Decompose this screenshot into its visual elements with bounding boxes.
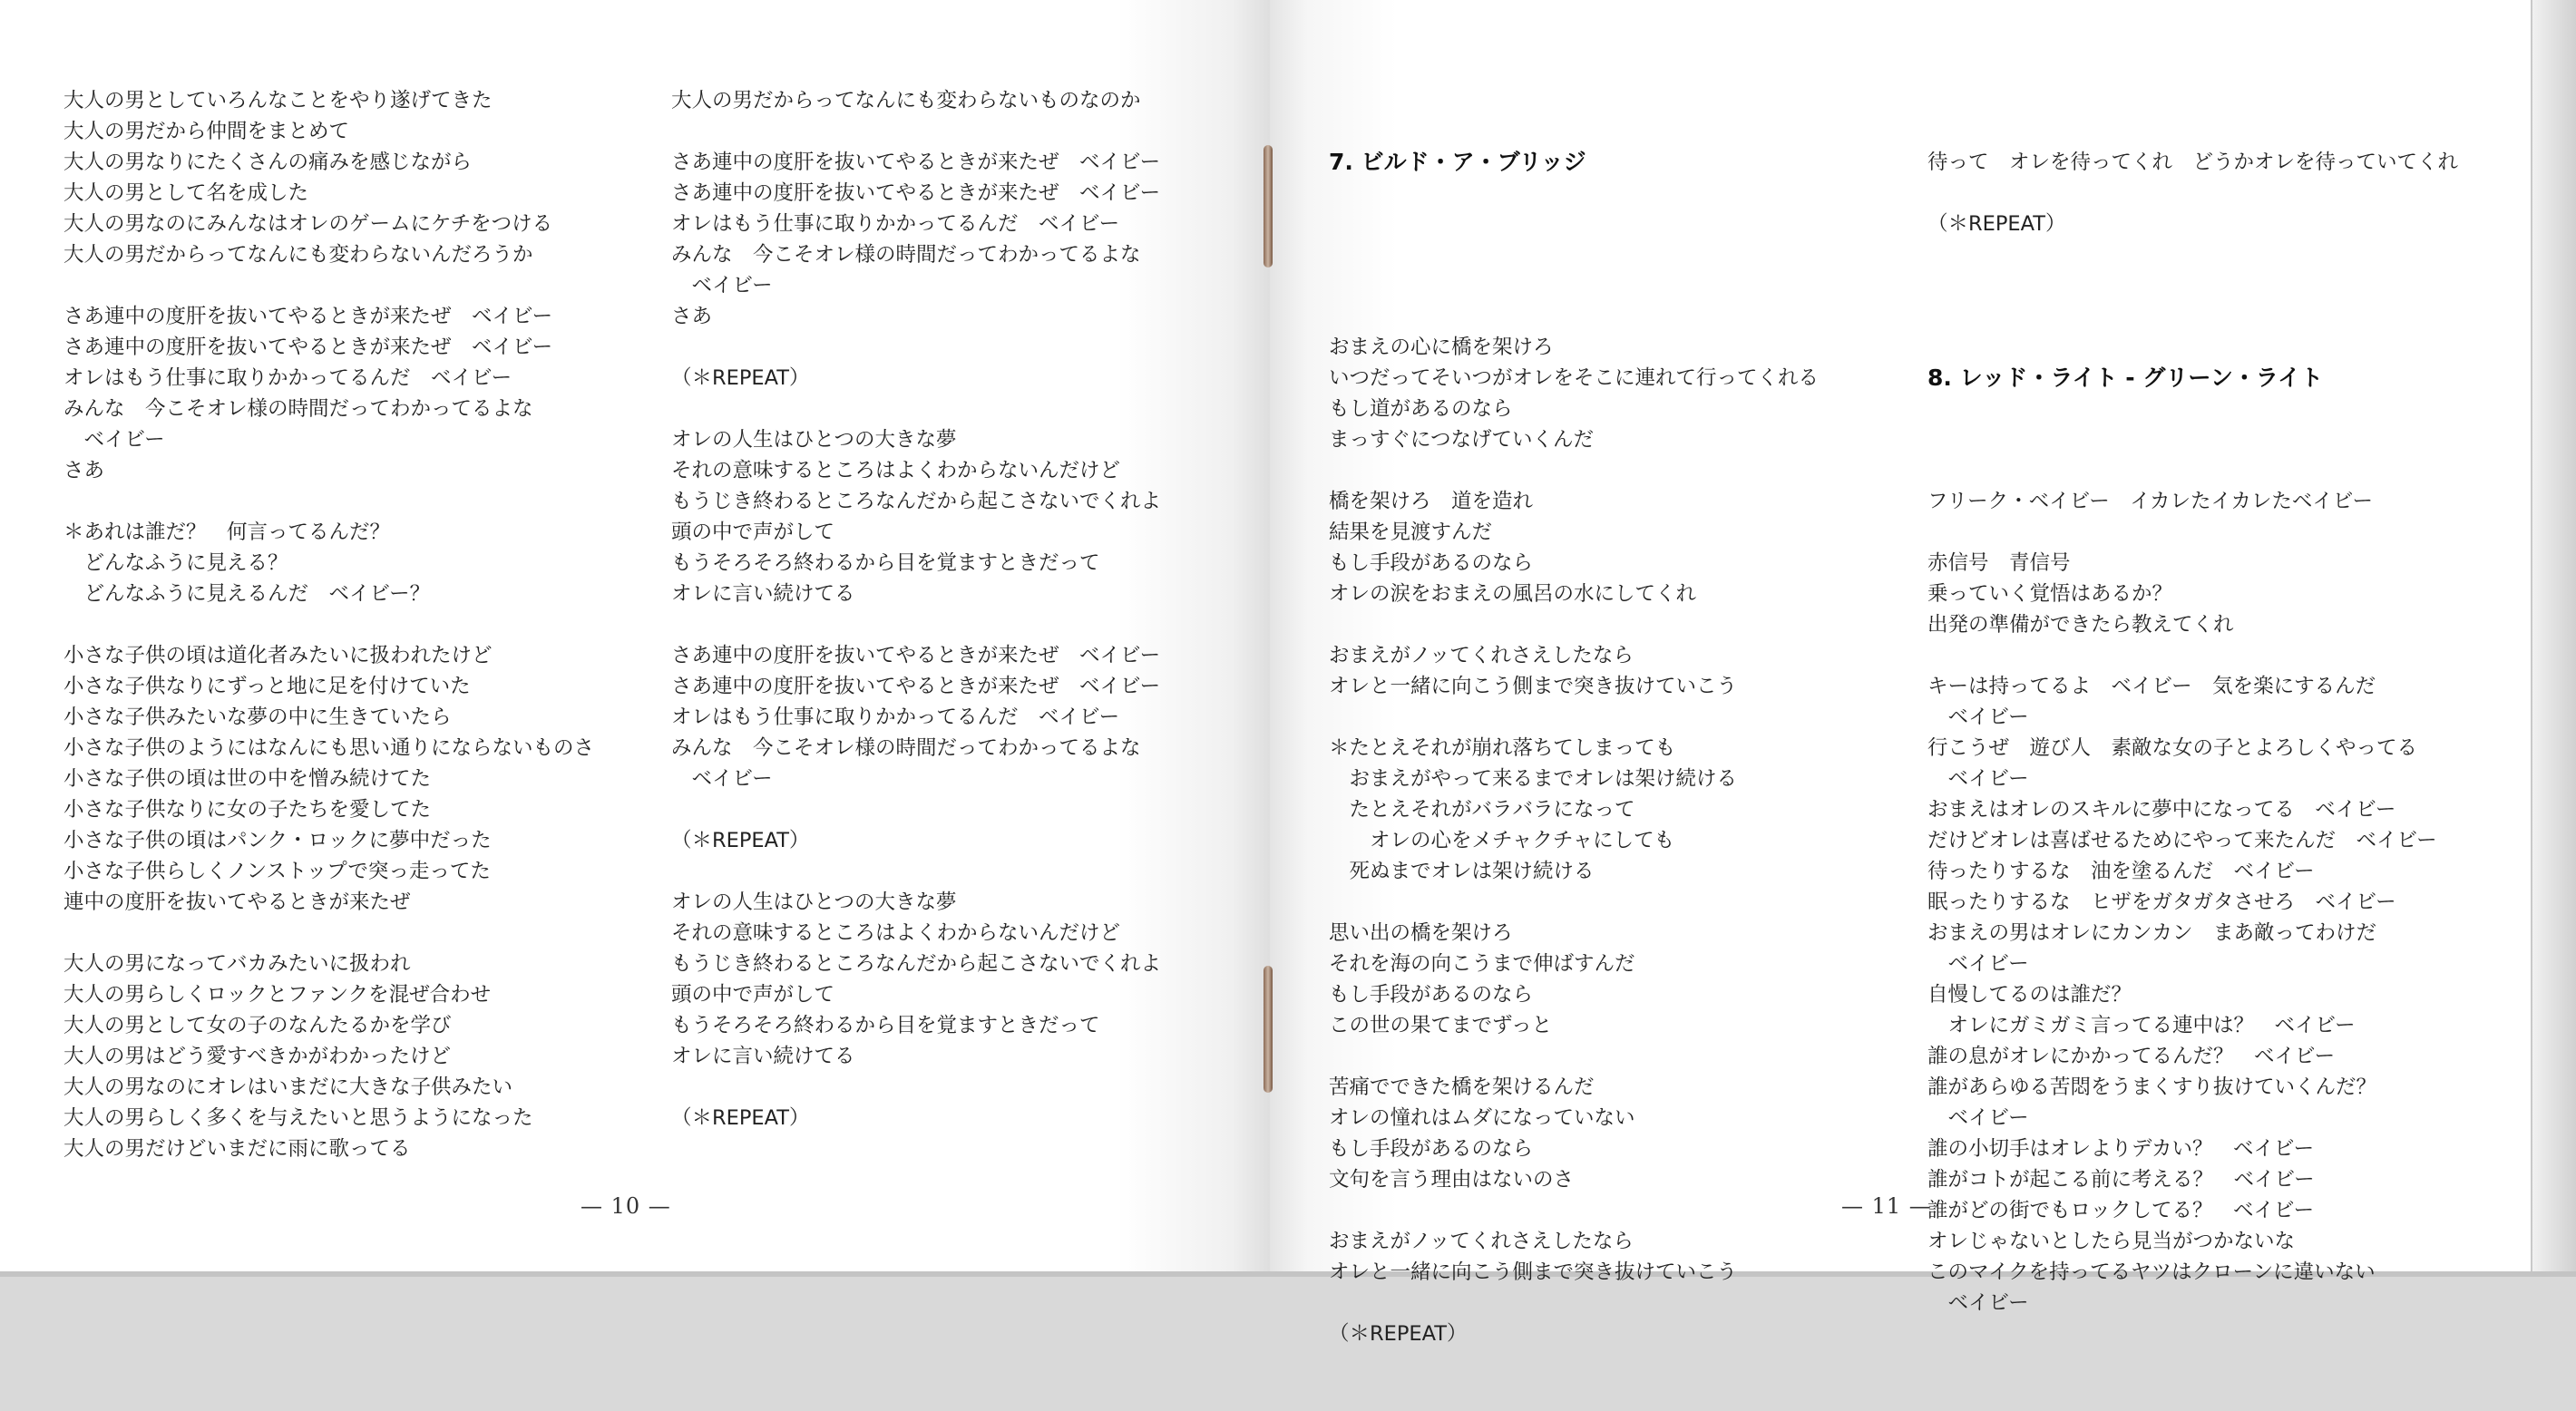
booklet-right-edge	[2531, 0, 2576, 1277]
lyric-line: おまえの男はオレにカンカン まあ敵ってわけだ	[1927, 921, 2377, 945]
lyric-line	[1927, 178, 2458, 209]
lyric-line: オレの人生はひとつの大きな夢	[671, 890, 957, 914]
lyric-line: ベイビー	[63, 428, 165, 452]
lyric-line	[1329, 609, 1819, 640]
lyric-line: 小さな子供らしくノンストップで突っ走ってた	[63, 860, 491, 883]
lyric-line: 大人の男だけどいまだに雨に歌ってる	[63, 1137, 411, 1161]
lyric-line: もうじき終わるところなんだから起こさないでくれよ	[671, 490, 1162, 513]
lyric-line: ＊あれは誰だ？ 何言ってるんだ？	[63, 521, 391, 544]
lyric-line: ベイビー	[671, 274, 773, 297]
lyric-line: さあ	[671, 305, 713, 328]
song-7-lyrics	[1329, 332, 1819, 1349]
lyric-line: さあ連中の度肝を抜いてやるときが来たぜ ベイビー	[63, 336, 553, 359]
lyric-line: キーは持ってるよ ベイビー 気を楽にするんだ	[1927, 675, 2376, 698]
lyric-line: （＊REPEAT）	[671, 1106, 810, 1130]
lyric-line: 誰がコトが起こる前に考える？ ベイビー	[1927, 1168, 2315, 1192]
lyric-line: このマイクを持ってるヤツはクローンに違いない	[1927, 1260, 2376, 1284]
lyric-line: 頭の中で声がして	[671, 521, 835, 544]
lyric-line: 結果を見渡すんだ	[1329, 521, 1493, 544]
staple-bottom	[1264, 966, 1273, 1093]
lyric-line: オレの憧れはムダになっていない	[1329, 1106, 1635, 1130]
lyric-line: 待ったりするな 油を塗るんだ ベイビー	[1927, 860, 2315, 883]
lyric-line: （＊REPEAT）	[1927, 212, 2066, 236]
lyric-line	[1329, 1288, 1819, 1319]
lyric-line: ＊たとえそれが崩れ落ちてしまっても	[1329, 736, 1676, 760]
lyric-line: 苦痛でできた橋を架けるんだ	[1329, 1075, 1595, 1099]
lyric-line	[1927, 455, 2458, 486]
lyric-line: さあ連中の度肝を抜いてやるときが来たぜ ベイビー	[63, 305, 553, 328]
lyric-line: 大人の男だからってなんにも変わらないものなのか	[671, 89, 1141, 112]
lyric-line: もし手段があるのなら	[1329, 983, 1534, 1007]
song-7-lyrics-continued	[1927, 147, 2458, 301]
lyric-line: オレはもう仕事に取りかかってるんだ ベイビー	[671, 212, 1120, 236]
lyric-line: （＊REPEAT）	[671, 366, 810, 390]
lyric-line: どんなふうに見えるんだ ベイビー？	[63, 582, 431, 606]
song-title-7: 7. ビルド・ア・ブリッジ	[1329, 149, 1586, 175]
lyric-line	[63, 270, 594, 301]
lyric-line: 死ぬまでオレは架け続ける	[1329, 860, 1595, 883]
lyric-line: （＊REPEAT）	[1329, 1322, 1468, 1346]
lyric-line: おまえがやって来るまでオレは架け続ける	[1329, 767, 1738, 791]
lyric-line: ベイビー	[1927, 1106, 2029, 1130]
lyric-line: 大人の男らしくロックとファンクを混ぜ合わせ	[63, 983, 492, 1007]
lyric-line: 小さな子供なりに女の子たちを愛してた	[63, 798, 432, 822]
lyric-line: 小さな子供のようにはなんにも思い通りにならないものさ	[63, 736, 595, 760]
lyric-line: さあ	[63, 459, 105, 482]
lyric-line: 大人の男なのにみんなはオレのゲームにケチをつける	[63, 212, 553, 236]
lyric-line: それの意味するところはよくわからないんだけど	[671, 459, 1121, 482]
lyric-line	[671, 609, 1161, 640]
lyric-line: いつだってそいつがオレをそこに連れて行ってくれる	[1329, 366, 1820, 390]
lyric-line: 橋を架けろ 道を造れ	[1329, 490, 1534, 513]
lyric-line: 大人の男なりにたくさんの痛みを感じながら	[63, 151, 473, 174]
lyric-line: 赤信号 青信号	[1927, 551, 2071, 575]
lyric-line: 乗っていく覚悟はあるか？	[1927, 582, 2173, 606]
lyric-line: どんなふうに見える？	[63, 551, 288, 575]
lyric-line	[1927, 640, 2458, 671]
lyric-line	[1329, 1195, 1819, 1226]
lyric-line: おまえがノッてくれさえしたなら	[1329, 644, 1634, 667]
lyrics-column-2	[671, 85, 1161, 1134]
lyric-line: 大人の男なのにオレはいまだに大きな子供みたい	[63, 1075, 513, 1099]
lyric-line: たとえそれがバラバラになって	[1329, 798, 1635, 822]
lyric-line: さあ連中の度肝を抜いてやるときが来たぜ ベイビー	[671, 675, 1161, 698]
lyric-line: 出発の準備ができたら教えてくれ	[1927, 613, 2234, 637]
lyric-line	[671, 1072, 1161, 1103]
lyric-line: 自慢してるのは誰だ？	[1927, 983, 2132, 1007]
lyric-line: 眠ったりするな ヒザをガタガタさせろ ベイビー	[1927, 890, 2396, 914]
lyric-line: オレと一緒に向こう側まで突き抜けていこう	[1329, 675, 1738, 698]
lyric-line: さあ連中の度肝を抜いてやるときが来たぜ ベイビー	[671, 644, 1161, 667]
lyric-line: 誰がどの街でもロックしてる？ ベイビー	[1927, 1199, 2315, 1222]
lyric-line: 連中の度肝を抜いてやるときが来たぜ	[63, 890, 411, 914]
lyric-line: オレはもう仕事に取りかかってるんだ ベイビー	[63, 366, 512, 390]
lyric-line: さあ連中の度肝を抜いてやるときが来たぜ ベイビー	[671, 151, 1161, 174]
lyric-line: オレにガミガミ言ってる連中は？ ベイビー	[1927, 1014, 2356, 1037]
lyric-line: だけどオレは喜ばせるためにやって来たんだ ベイビー	[1927, 829, 2437, 852]
lyric-line: もし手段があるのなら	[1329, 551, 1534, 575]
page-number-right: — 11 —	[1841, 1193, 1932, 1219]
lyric-line	[671, 856, 1161, 887]
lyric-line: 思い出の橋を架けろ	[1329, 921, 1513, 945]
lyric-line: みんな 今こそオレ様の時間だってわかってるよな	[671, 736, 1141, 760]
lyric-line: まっすぐにつなげていくんだ	[1329, 428, 1595, 452]
page-number-left: — 10 —	[581, 1193, 671, 1219]
lyric-line: フリーク・ベイビー イカレたイカレたベイビー	[1927, 490, 2373, 513]
lyric-line: 小さな子供の頃はパンク・ロックに夢中だった	[63, 829, 492, 852]
lyric-line: （＊REPEAT）	[671, 829, 810, 852]
lyric-line	[671, 794, 1161, 825]
lyric-line	[1927, 270, 2458, 301]
lyric-line: 大人の男だから仲間をまとめて	[63, 120, 350, 143]
lyric-line: この世の果てまでずっと	[1329, 1014, 1553, 1037]
lyrics-column-3	[1329, 85, 1819, 1411]
lyric-line: オレじゃないとしたら見当がつかないな	[1927, 1230, 2296, 1253]
lyric-line: もし道があるのなら	[1329, 397, 1513, 421]
lyric-line: みんな 今こそオレ様の時間だってわかってるよな	[63, 397, 533, 421]
lyric-line: みんな 今こそオレ様の時間だってわかってるよな	[671, 243, 1141, 267]
lyric-line	[63, 609, 594, 640]
staple-top	[1264, 145, 1273, 268]
lyric-line: ベイビー	[1927, 706, 2029, 729]
lyric-line: ベイビー	[671, 767, 773, 791]
lyrics-column-4	[1927, 85, 2458, 1380]
lyric-line: 誰の息がオレにかかってるんだ？ ベイビー	[1927, 1045, 2336, 1068]
lyric-line: おまえがノッてくれさえしたなら	[1329, 1230, 1634, 1253]
lyric-line: ベイビー	[1927, 767, 2029, 791]
lyric-line: 待って オレを待ってくれ どうかオレを待っていてくれ	[1927, 151, 2459, 174]
lyric-line: 小さな子供の頃は道化者みたいに扱われたけど	[63, 644, 493, 667]
lyrics-column-1	[63, 85, 594, 1164]
song-title-8: 8. レッド・ライト - グリーン・ライト	[1927, 365, 2324, 391]
lyric-line	[1329, 702, 1819, 733]
lyric-line: 行こうぜ 遊び人 素敵な女の子とよろしくやってる	[1927, 736, 2418, 760]
lyric-line: おまえはオレのスキルに夢中になってる ベイビー	[1927, 798, 2396, 822]
song-8-lyrics	[1927, 455, 2458, 1319]
lyric-line	[1927, 517, 2458, 548]
lyric-line: 大人の男になってバカみたいに扱われ	[63, 952, 411, 976]
lyric-line: おまえの心に橋を架けろ	[1329, 336, 1554, 359]
lyric-line: もうそろそろ終わるから目を覚ますときだって	[671, 551, 1100, 575]
lyric-line: オレの心をメチャクチャにしても	[1329, 829, 1675, 852]
lyric-line: もうそろそろ終わるから目を覚ますときだって	[671, 1014, 1100, 1037]
lyric-line	[1329, 887, 1819, 918]
lyric-line: 文句を言う理由はないのさ	[1329, 1168, 1575, 1192]
lyric-line: オレに言い続けてる	[671, 1045, 855, 1068]
lyric-line: もうじき終わるところなんだから起こさないでくれよ	[671, 952, 1162, 976]
lyric-line: オレの涙をおまえの風呂の水にしてくれ	[1329, 582, 1697, 606]
lyric-line	[63, 918, 594, 949]
lyric-line: オレに言い続けてる	[671, 582, 855, 606]
lyric-line: ベイビー	[1927, 952, 2029, 976]
lyric-line: オレはもう仕事に取りかかってるんだ ベイビー	[671, 706, 1120, 729]
lyric-line: 大人の男としていろんなことをやり遂げてきた	[63, 89, 493, 112]
lyric-line: さあ連中の度肝を抜いてやるときが来たぜ ベイビー	[671, 181, 1161, 205]
lyric-line: 大人の男らしく多くを与えたいと思うようになった	[63, 1106, 533, 1130]
lyric-line	[671, 332, 1161, 363]
lyric-line	[671, 394, 1161, 424]
lyric-line: ベイビー	[1927, 1291, 2029, 1315]
lyric-line	[1927, 239, 2458, 270]
lyric-line: それの意味するところはよくわからないんだけど	[671, 921, 1121, 945]
lyric-line: 小さな子供みたいな夢の中に生きていたら	[63, 706, 452, 729]
lyric-line: もし手段があるのなら	[1329, 1137, 1534, 1161]
lyric-line	[671, 116, 1161, 147]
lyric-line: 大人の男として名を成した	[63, 181, 309, 205]
lyric-line: オレと一緒に向こう側まで突き抜けていこう	[1329, 1260, 1738, 1284]
lyric-line	[1329, 455, 1819, 486]
lyric-line	[1329, 1041, 1819, 1072]
lyric-line: 大人の男はどう愛すべきかがわかったけど	[63, 1045, 452, 1068]
lyric-line: 誰があらゆる苦悶をうまくすり抜けていくんだ？	[1927, 1075, 2377, 1099]
lyric-line: それを海の向こうまで伸ばすんだ	[1329, 952, 1635, 976]
lyric-line: 小さな子供なりにずっと地に足を付けていた	[63, 675, 471, 698]
lyric-line: 大人の男だからってなんにも変わらないんだろうか	[63, 243, 533, 267]
lyric-line: 大人の男として女の子のなんたるかを学び	[63, 1014, 452, 1037]
lyric-line	[63, 486, 594, 517]
lyric-line: 小さな子供の頃は世の中を憎み続けてた	[63, 767, 432, 791]
lyric-line: 誰の小切手はオレよりデカい？ ベイビー	[1927, 1137, 2315, 1161]
lyric-line: オレの人生はひとつの大きな夢	[671, 428, 957, 452]
lyric-line: 頭の中で声がして	[671, 983, 835, 1007]
